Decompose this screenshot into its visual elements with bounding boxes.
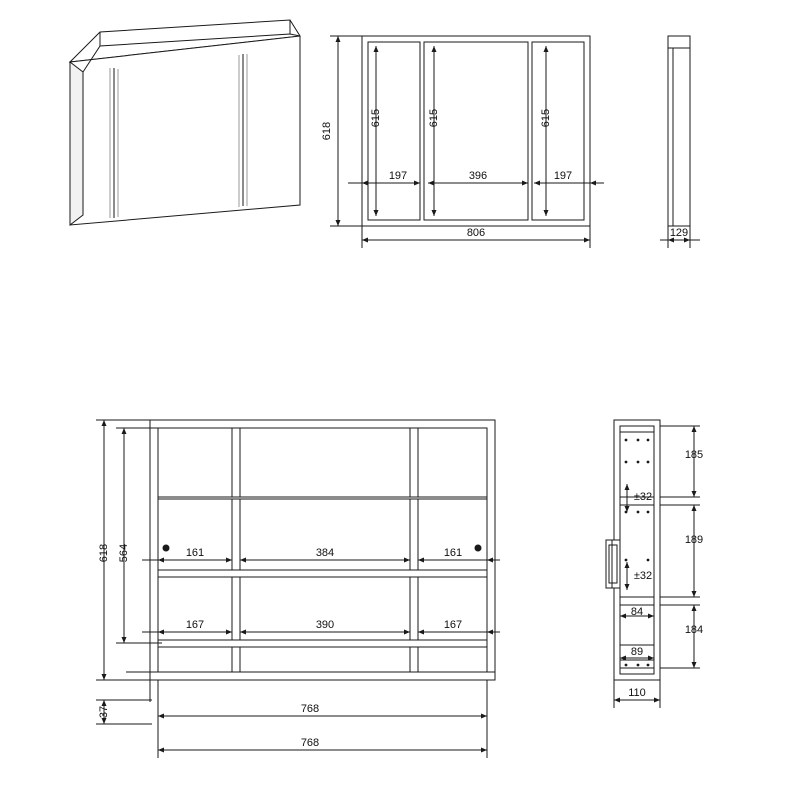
dim-front-bottom-offset: 37 <box>97 705 110 719</box>
dim-door-width-left: 197 <box>388 169 408 182</box>
dim-door-height-right: 615 <box>539 108 552 128</box>
dim-door-height-middle: 615 <box>427 108 440 128</box>
dim-side-top-section: 185 <box>684 448 704 461</box>
dim-shelf-right-upper: 161 <box>443 546 463 559</box>
dim-side-middle-section: 189 <box>684 533 704 546</box>
dim-front-top-width-overall: 806 <box>466 226 486 239</box>
dim-front-bottom-height-overall: 618 <box>97 543 110 563</box>
dim-shelf-middle-lower: 390 <box>315 618 335 631</box>
dim-front-bottom-width-lower: 768 <box>300 736 320 749</box>
dim-shelf-middle-upper: 384 <box>315 546 335 559</box>
view-front-bottom <box>96 420 500 758</box>
dim-hinge-upper: ±32 <box>633 490 653 503</box>
dim-hinge-lower: ±32 <box>633 569 653 582</box>
dim-front-bottom-height-inner: 564 <box>117 543 130 563</box>
dim-door-height-left: 615 <box>369 108 382 128</box>
dim-front-bottom-width-upper: 768 <box>300 702 320 715</box>
dim-side-inner-width-upper: 84 <box>630 605 644 618</box>
view-side-top <box>660 36 700 248</box>
dim-side-bottom-depth: 110 <box>628 686 646 699</box>
dim-side-bottom-section: 184 <box>684 623 704 636</box>
dim-front-top-height-overall: 618 <box>320 121 333 141</box>
dim-shelf-left-upper: 161 <box>185 546 205 559</box>
dim-side-inner-width-lower: 89 <box>630 645 644 658</box>
dim-shelf-left-lower: 167 <box>185 618 205 631</box>
view-front-top <box>330 36 604 248</box>
dim-door-width-middle: 396 <box>468 169 488 182</box>
view-side-bottom <box>606 420 700 708</box>
dim-side-top-depth: 129 <box>669 226 689 239</box>
dim-door-width-right: 197 <box>553 169 573 182</box>
view-perspective <box>70 20 300 225</box>
dim-shelf-right-lower: 167 <box>443 618 463 631</box>
